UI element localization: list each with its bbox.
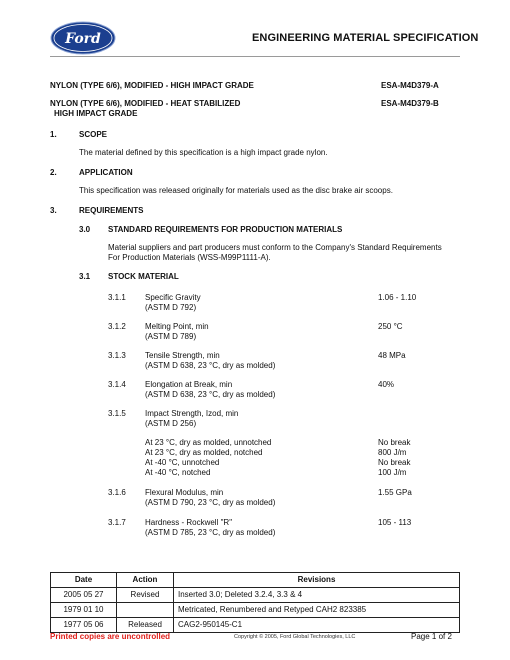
property-impact-strength — [145, 409, 238, 429]
table-header-row — [51, 573, 460, 588]
ford-logo-text: Ford — [65, 31, 101, 47]
property-number: 3.1.2 — [108, 322, 126, 331]
property-method: (ASTM D 789) — [145, 332, 197, 341]
revision-action: Revised — [117, 588, 174, 603]
subsection-title-stock-material: STOCK MATERIAL — [108, 272, 179, 281]
section-number: 3. — [50, 206, 57, 215]
material-code-a: ESA-M4D379-A — [381, 81, 439, 90]
property-number: 3.1.1 — [108, 293, 126, 302]
impact-conditions-list — [145, 438, 271, 478]
section-title-application: APPLICATION — [79, 168, 133, 177]
property-method: (ASTM D 638, 23 °C, dry as molded) — [145, 361, 276, 370]
revision-action — [117, 603, 174, 618]
property-elongation — [145, 380, 275, 400]
property-name: Tensile Strength, min — [145, 351, 220, 360]
property-number: 3.1.6 — [108, 488, 126, 497]
impact-condition: At -40 °C, unnotched — [145, 458, 220, 467]
property-melting-point — [145, 322, 209, 342]
property-method: (ASTM D 785, 23 °C, dry as molded) — [145, 528, 276, 537]
text-line: Material suppliers and part producers must conform to the Company's Standard Requirements — [108, 243, 442, 252]
property-name: Hardness - Rockwell "R" — [145, 518, 233, 527]
property-name: Specific Gravity — [145, 293, 201, 302]
impact-values-list — [378, 438, 410, 478]
property-value: 105 - 113 — [378, 518, 412, 527]
material-name-a: NYLON (TYPE 6/6), MODIFIED - HIGH IMPACT GRADE — [50, 81, 254, 90]
revision-date: 1977 05 06 — [51, 618, 117, 633]
section-number: 1. — [50, 130, 57, 139]
ford-logo — [50, 21, 116, 55]
property-hardness — [145, 518, 275, 538]
property-value: 1.06 - 1.10 — [378, 293, 417, 302]
property-method: (ASTM D 792) — [145, 303, 197, 312]
application-text: This specification was released originally for materials used as the disc brake air scoops. — [79, 186, 393, 195]
revision-description: Inserted 3.0; Deleted 3.2.4, 3.3 & 4 — [174, 588, 460, 603]
material-code-b: ESA-M4D379-B — [381, 99, 439, 108]
impact-condition: At -40 °C, notched — [145, 468, 211, 477]
property-number: 3.1.3 — [108, 351, 126, 360]
revision-description: CAG2-950145-C1 — [174, 618, 460, 633]
impact-value: No break — [378, 458, 411, 467]
revision-date: 1979 01 10 — [51, 603, 117, 618]
uncontrolled-copies-notice: Printed copies are uncontrolled — [50, 632, 171, 641]
property-number: 3.1.7 — [108, 518, 126, 527]
property-value: 1.55 GPa — [378, 488, 412, 497]
property-method: (ASTM D 256) — [145, 419, 197, 428]
section-number: 2. — [50, 168, 57, 177]
table-row — [51, 588, 460, 603]
property-value: 250 °C — [378, 322, 403, 331]
impact-value: 100 J/m — [378, 468, 407, 477]
property-name: Elongation at Break, min — [145, 380, 233, 389]
copyright-notice: Copyright © 2005, Ford Global Technologies, LLC — [234, 634, 356, 640]
revision-table — [50, 572, 460, 633]
property-flexural-modulus — [145, 488, 275, 508]
property-name: Melting Point, min — [145, 322, 209, 331]
page-number: Page 1 of 2 — [411, 632, 452, 641]
scope-text: The material defined by this specification is a high impact grade nylon. — [79, 148, 328, 157]
table-row — [51, 618, 460, 633]
impact-condition: At 23 °C, dry as molded, notched — [145, 448, 263, 457]
standard-requirements-text — [108, 243, 442, 263]
property-number: 3.1.5 — [108, 409, 126, 418]
revision-action: Released — [117, 618, 174, 633]
property-method: (ASTM D 790, 23 °C, dry as molded) — [145, 498, 276, 507]
property-tensile-strength — [145, 351, 275, 371]
column-header-action: Action — [117, 573, 174, 588]
document-title: ENGINEERING MATERIAL SPECIFICATION — [252, 32, 479, 44]
subsection-title-standard-requirements: STANDARD REQUIREMENTS FOR PRODUCTION MATERIALS — [108, 225, 343, 234]
property-specific-gravity — [145, 293, 201, 313]
property-number: 3.1.4 — [108, 380, 126, 389]
property-value: 40% — [378, 380, 395, 389]
section-title-requirements: REQUIREMENTS — [79, 206, 144, 215]
property-name: Impact Strength, Izod, min — [145, 409, 239, 418]
table-row — [51, 603, 460, 618]
material-name-b: NYLON (TYPE 6/6), MODIFIED - HEAT STABILIZED — [50, 99, 241, 108]
section-title-scope: SCOPE — [79, 130, 108, 139]
revision-description: Metricated, Renumbered and Retyped CAH2 823385 — [174, 603, 460, 618]
column-header-date: Date — [51, 573, 117, 588]
impact-value: No break — [378, 438, 411, 447]
revision-date: 2005 05 27 — [51, 588, 117, 603]
property-value: 48 MPa — [378, 351, 406, 360]
impact-value: 800 J/m — [378, 448, 407, 457]
subsection-number: 3.1 — [79, 272, 91, 281]
text-line: For Production Materials (WSS-M99P1111-A). — [108, 253, 271, 262]
column-header-revisions: Revisions — [174, 573, 460, 588]
property-method: (ASTM D 638, 23 °C, dry as molded) — [145, 390, 276, 399]
subsection-number: 3.0 — [79, 225, 91, 234]
material-name-b-cont: HIGH IMPACT GRADE — [54, 109, 138, 118]
impact-condition: At 23 °C, dry as molded, unnotched — [145, 438, 272, 447]
property-name: Flexural Modulus, min — [145, 488, 224, 497]
header-divider — [50, 56, 460, 57]
